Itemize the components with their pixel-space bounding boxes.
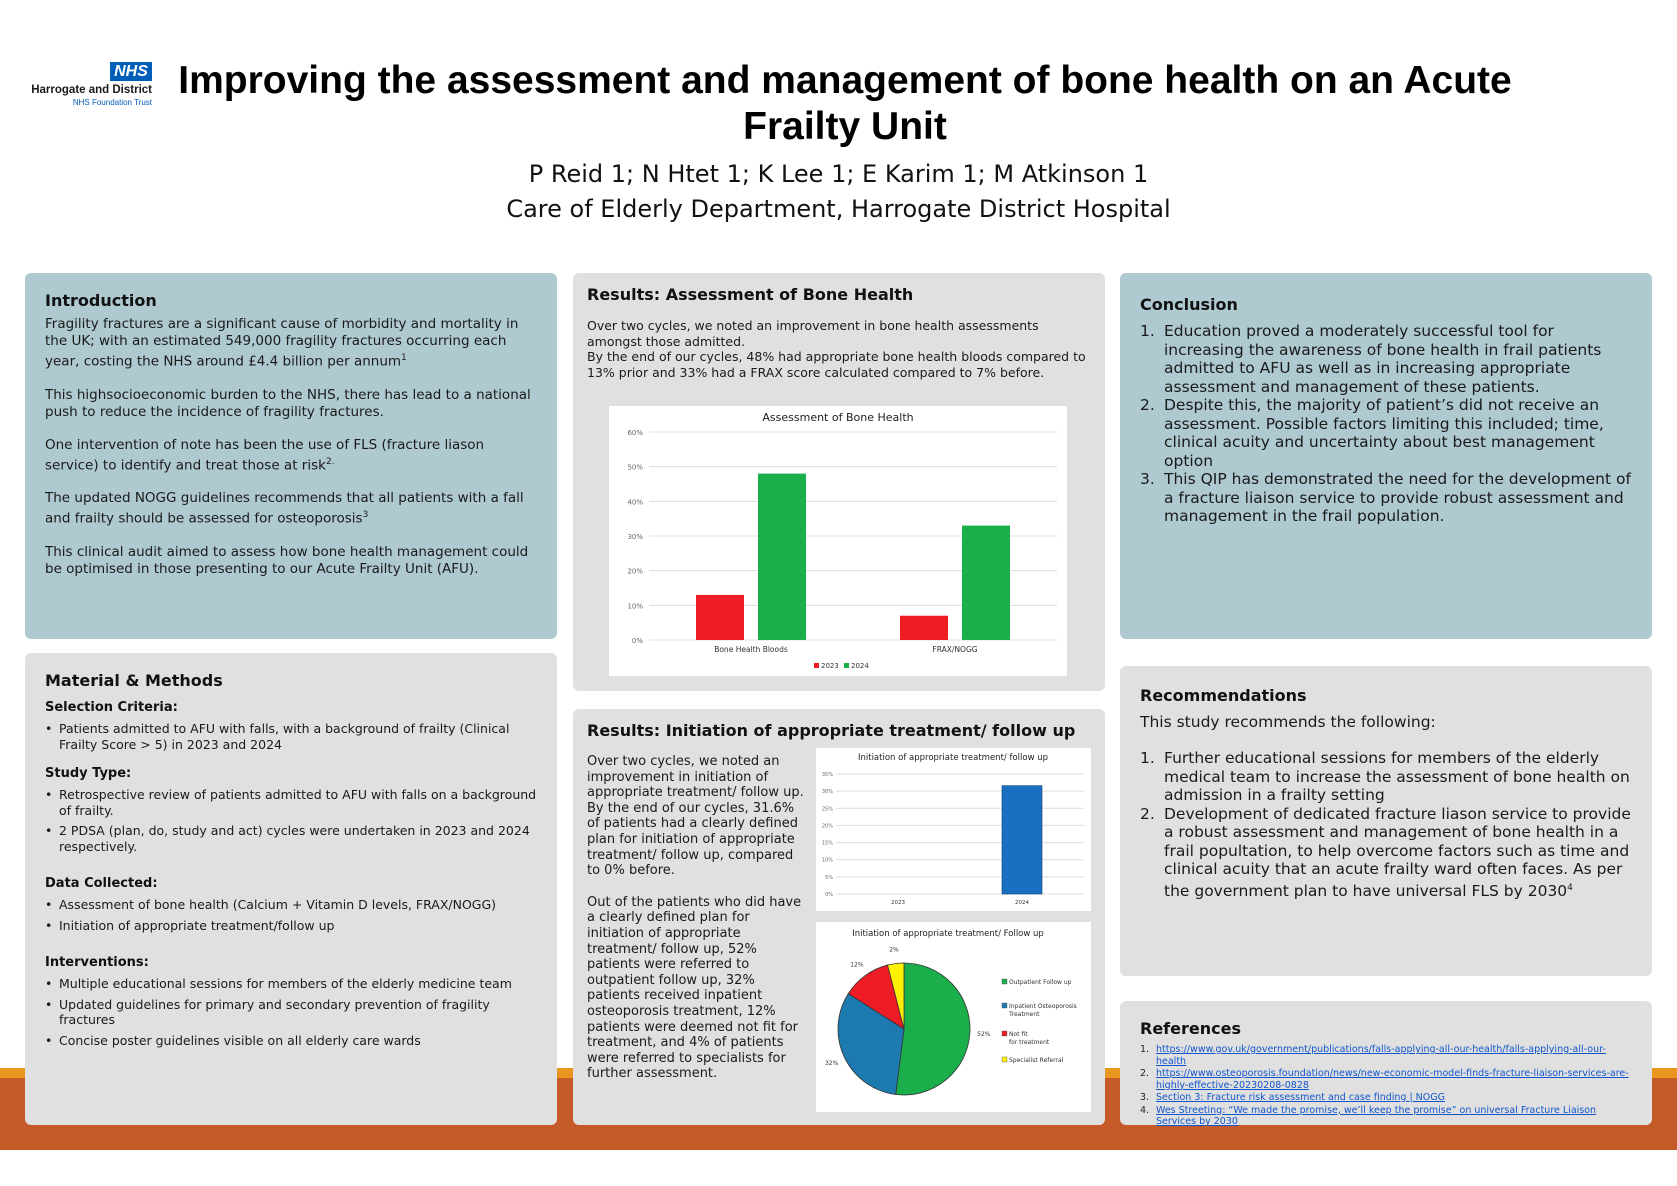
authors: P Reid 1; N Htet 1; K Lee 1; E Karim 1; M Atkinson 1 xyxy=(528,160,1149,188)
results-bone-health-text xyxy=(587,318,1091,380)
list-item: 2. Despite this, the majority of patient’s did not receive an assessment. Possible factors limiting this included; time, clinical acuity and uncertainty about best management option xyxy=(1140,396,1604,470)
interventions-heading: Interventions: xyxy=(45,955,149,970)
x-tick-label: Bone Health Bloods xyxy=(714,645,788,654)
legend-label: for treatment xyxy=(1009,1039,1050,1046)
y-tick-label: 0% xyxy=(825,892,833,898)
results-treatment-title: Results: Initiation of appropriate treatment/ follow up xyxy=(587,721,1076,740)
results-paragraph: By the end of our cycles, 31.6% of patients had a clearly defined plan for initiation of appropriate treatment/ follow up, compared to 0% before. xyxy=(587,800,798,879)
chart-bone-health-container xyxy=(609,406,1067,676)
interventions-list xyxy=(45,976,537,1048)
y-tick-label: 20% xyxy=(821,823,833,830)
y-tick-label: 10% xyxy=(821,857,833,864)
legend-swatch xyxy=(844,663,849,668)
reference-link-text[interactable]: https://www.gov.uk/government/publications/falls-applying-all-our-health/falls-applying-all-our-health xyxy=(1156,1044,1606,1067)
legend-swatch xyxy=(1002,1057,1007,1062)
y-tick-label: 30% xyxy=(821,789,833,796)
pie-data-label: 32% xyxy=(824,1060,839,1068)
y-tick-label: 50% xyxy=(627,463,643,472)
list-item: 1. Education proved a moderately successful tool for increasing the awareness of bone health in frail patients admitted to AFU as well as in increasing appropriate assessment and management of these patients. xyxy=(1140,322,1602,396)
study-type-list xyxy=(45,787,537,854)
list-item: • Multiple educational sessions for members of the elderly medicine team xyxy=(45,976,537,992)
results-paragraph: Over two cycles, we noted an improvement in initiation of appropriate treatment/ follow up. xyxy=(587,754,804,801)
methods-panel xyxy=(25,653,557,1125)
list-item: • Retrospective review of patients admitted to AFU with falls on a background of frailty. xyxy=(45,787,537,818)
list-item: • Patients admitted to AFU with falls, with a background of frailty (Clinical Frailty Score > 5) in 2023 and 2024 xyxy=(45,721,537,752)
results-treatment-text xyxy=(587,754,805,1082)
data-collected-list xyxy=(45,897,537,933)
citation: 2. xyxy=(325,456,335,467)
reference-link[interactable]: 3. Section 3: Fracture risk assessment and case finding | NOGG xyxy=(1140,1092,1445,1103)
reference-link-text[interactable]: Wes Streeting: “We made the promise, we’ll keep the promise” on universal Fracture Liaison Services by 2030 xyxy=(1156,1104,1597,1127)
department: Care of Elderly Department, Harrogate District Hospital xyxy=(506,195,1171,223)
legend-label: Inpatient Osteoporosis xyxy=(1009,1003,1077,1010)
list-item: 1. Further educational sessions for members of the elderly medical team to increase the assessment of bone health on admission in a frailty setting xyxy=(1140,749,1630,804)
recommendations-title: Recommendations xyxy=(1140,686,1307,705)
x-tick-label: FRAX/NOGG xyxy=(932,645,978,654)
legend-swatch xyxy=(1002,1031,1007,1036)
selection-criteria-heading: Selection Criteria: xyxy=(45,700,178,715)
y-tick-label: 0% xyxy=(631,637,643,645)
selection-criteria-list xyxy=(45,721,537,752)
intro-paragraph: The updated NOGG guidelines recommends that all patients with a fall and frailty should be assessed for osteoporosis xyxy=(45,490,524,527)
bar-2023 xyxy=(900,616,948,640)
legend-label: Treatment xyxy=(1009,1011,1040,1018)
chart-treatment-bar-container xyxy=(816,748,1091,911)
y-tick-label: 20% xyxy=(627,567,643,576)
recommendations-list xyxy=(1140,749,1632,900)
legend-label: Specialist Referral xyxy=(1009,1057,1064,1064)
chart-title: Initiation of appropriate treatment/ follow up xyxy=(857,753,1049,763)
results-bone-health-title: Results: Assessment of Bone Health xyxy=(587,285,914,304)
chart-title: Initiation of appropriate treatment/ Follow up xyxy=(852,929,1044,939)
conclusion-panel xyxy=(1120,273,1652,639)
list-item: 3. This QIP has demonstrated the need for the development of a fracture liaison service to provide robust assessment and management in the frail population. xyxy=(1140,470,1631,525)
pie-slice xyxy=(896,963,970,1095)
nhs-logo-box: NHS xyxy=(110,62,152,81)
conclusion-item-text: This QIP has demonstrated the need for the development of a fracture liaison service to provide robust assessment and management in the frail population. xyxy=(1164,470,1631,525)
results-paragraph: Over two cycles, we noted an improvement in bone health assessments amongst those admitted. xyxy=(587,318,1039,349)
chart-treatment-pie xyxy=(816,922,1091,1112)
reference-link[interactable]: 2. https://www.osteoporosis.foundation/news/new-economic-model-finds-fracture-liaison-services-are-highly-effective-20230208-0828 xyxy=(1140,1068,1629,1091)
bar-2024 xyxy=(962,526,1010,640)
y-tick-label: 40% xyxy=(627,498,643,507)
conclusion-title: Conclusion xyxy=(1140,295,1238,314)
citation: 4 xyxy=(1567,882,1573,893)
bar xyxy=(1002,786,1042,894)
y-tick-label: 15% xyxy=(821,840,833,847)
y-tick-label: 35% xyxy=(821,772,833,778)
poster-title: Improving the assessment and management of bone health on an Acute Frailty Unit xyxy=(178,59,1512,148)
introduction-title: Introduction xyxy=(45,291,157,310)
pie-data-label: 2% xyxy=(889,946,899,954)
y-tick-label: 60% xyxy=(627,429,643,437)
conclusion-list xyxy=(1140,322,1632,526)
y-tick-label: 5% xyxy=(825,874,833,881)
data-collected-heading: Data Collected: xyxy=(45,876,158,891)
y-tick-label: 10% xyxy=(627,602,643,611)
introduction-text xyxy=(45,316,537,578)
intro-paragraph: This highsocioeconomic burden to the NHS, there has lead to a national push to reduce the incidence of fragility fractures. xyxy=(45,386,531,420)
list-item: 2. Development of dedicated fracture liason service to provide a robust assessment and management of bone health in a frail popultation, to help overcome factors such as time and clinical acuity that an acute frailty ward often faces. As per the government plan to have universal FLS by 2030$^4$ xyxy=(1140,804,1631,900)
chart-treatment-bar xyxy=(816,748,1091,911)
methods-title: Material & Methods xyxy=(45,671,223,690)
legend-label: Outpatient Follow up xyxy=(1009,979,1072,986)
conclusion-item-text: Despite this, the majority of patient’s did not receive an assessment. Possible factors limiting this included; time, clinical acuity and uncertainty about best management option xyxy=(1164,396,1604,470)
chart-treatment-pie-container xyxy=(816,922,1091,1112)
introduction-panel xyxy=(25,273,557,639)
reference-link[interactable]: 1. https://www.gov.uk/government/publications/falls-applying-all-our-health/falls-applying-all-our-health xyxy=(1140,1044,1606,1067)
legend-label: 2023 xyxy=(821,662,839,670)
logo-trust-name: Harrogate and District xyxy=(31,84,152,96)
references-panel xyxy=(1120,1001,1652,1125)
intro-paragraph: This clinical audit aimed to assess how bone health management could be optimised in those presenting to our Acute Frailty Unit (AFU). xyxy=(45,543,529,577)
citation: 3 xyxy=(362,510,369,520)
legend-swatch xyxy=(1002,1003,1007,1008)
list-item: • Initiation of appropriate treatment/follow up xyxy=(45,918,537,934)
legend-swatch xyxy=(814,663,819,668)
results-paragraph: By the end of our cycles, 48% had appropriate bone health bloods compared to 13% prior and 33% had a FRAX score calculated compared to 7% before. xyxy=(587,349,1086,380)
recommendations-intro: This study recommends the following: xyxy=(1140,713,1436,731)
list-item: • Assessment of bone health (Calcium + Vitamin D levels, FRAX/NOGG) xyxy=(45,897,537,913)
y-tick-label: 25% xyxy=(821,806,833,813)
reference-link-text[interactable]: https://www.osteoporosis.foundation/news/new-economic-model-finds-fracture-liaison-services-are-highly-effective-20230208-0828 xyxy=(1156,1068,1629,1091)
list-item: • Concise poster guidelines visible on all elderly care wards xyxy=(45,1033,537,1049)
conclusion-item-text: Education proved a moderately successful tool for increasing the awareness of bone health in frail patients admitted to AFU as well as in increasing appropriate assessment and management of these patients. xyxy=(1164,322,1602,396)
intro-paragraph: One intervention of note has been the use of FLS (fracture liason service) to identify and treat those at risk xyxy=(45,436,485,473)
chart-title: Assessment of Bone Health xyxy=(762,411,914,424)
chart-bone-health xyxy=(609,406,1067,676)
pie-data-label: 52% xyxy=(977,1031,991,1039)
logo-trust-subtitle: NHS Foundation Trust xyxy=(72,98,152,107)
pie-data-label: 12% xyxy=(850,961,864,969)
x-tick-label: 2023 xyxy=(891,900,905,906)
study-type-heading: Study Type: xyxy=(45,766,132,781)
legend-label: 2024 xyxy=(851,662,869,670)
recommendation-item-text: Development of dedicated fracture liason service to provide a robust assessment and management of bone health in a frail popultation, to help overcome factors such as time and clinical acuity that an acute frailty ward often faces. As per the government plan to have universal FLS by 2030 xyxy=(1164,804,1631,900)
citation: 1 xyxy=(401,353,407,363)
recommendations-panel xyxy=(1120,666,1652,976)
bar-2023 xyxy=(696,595,744,640)
list-item: • 2 PDSA (plan, do, study and act) cycles were undertaken in 2023 and 2024 respectively. xyxy=(45,823,537,854)
y-tick-label: 30% xyxy=(627,533,643,541)
legend-swatch xyxy=(1002,979,1007,984)
references-title: References xyxy=(1140,1019,1241,1038)
reference-link-text[interactable]: Section 3: Fracture risk assessment and case finding | NOGG xyxy=(1156,1092,1445,1103)
intro-paragraph: Fragility fractures are a significant cause of morbidity and mortality in the UK; with an estimated 549,000 fragility fractures occurring each year, costing the NHS around £4.4 billion per annum xyxy=(45,316,519,370)
results-paragraph: Out of the patients who did have a clearly defined plan for initiation of appropriate treatment/ follow up, 52% patients were referred to outpatient follow up, 32% patients received inpatient osteoporosis treatment, 12% patients were deemed not fit for treatment, and 4% of patients were referred to specialists for further assessment. xyxy=(587,894,802,1082)
references-list xyxy=(1140,1044,1632,1128)
reference-link[interactable]: 4. Wes Streeting: “We made the promise, we’ll keep the promise” on universal Fracture Liaison Services by 2030 xyxy=(1140,1104,1597,1127)
bar-2024 xyxy=(758,474,806,640)
list-item: • Updated guidelines for primary and secondary prevention of fragility fractures xyxy=(45,997,537,1028)
x-tick-label: 2024 xyxy=(1015,900,1029,906)
recommendation-item-text: Further educational sessions for members of the elderly medical team to increase the assessment of bone health on admission in a frailty setting xyxy=(1164,749,1630,804)
legend-label: Not fit xyxy=(1009,1031,1028,1038)
nhs-logo xyxy=(28,62,152,106)
